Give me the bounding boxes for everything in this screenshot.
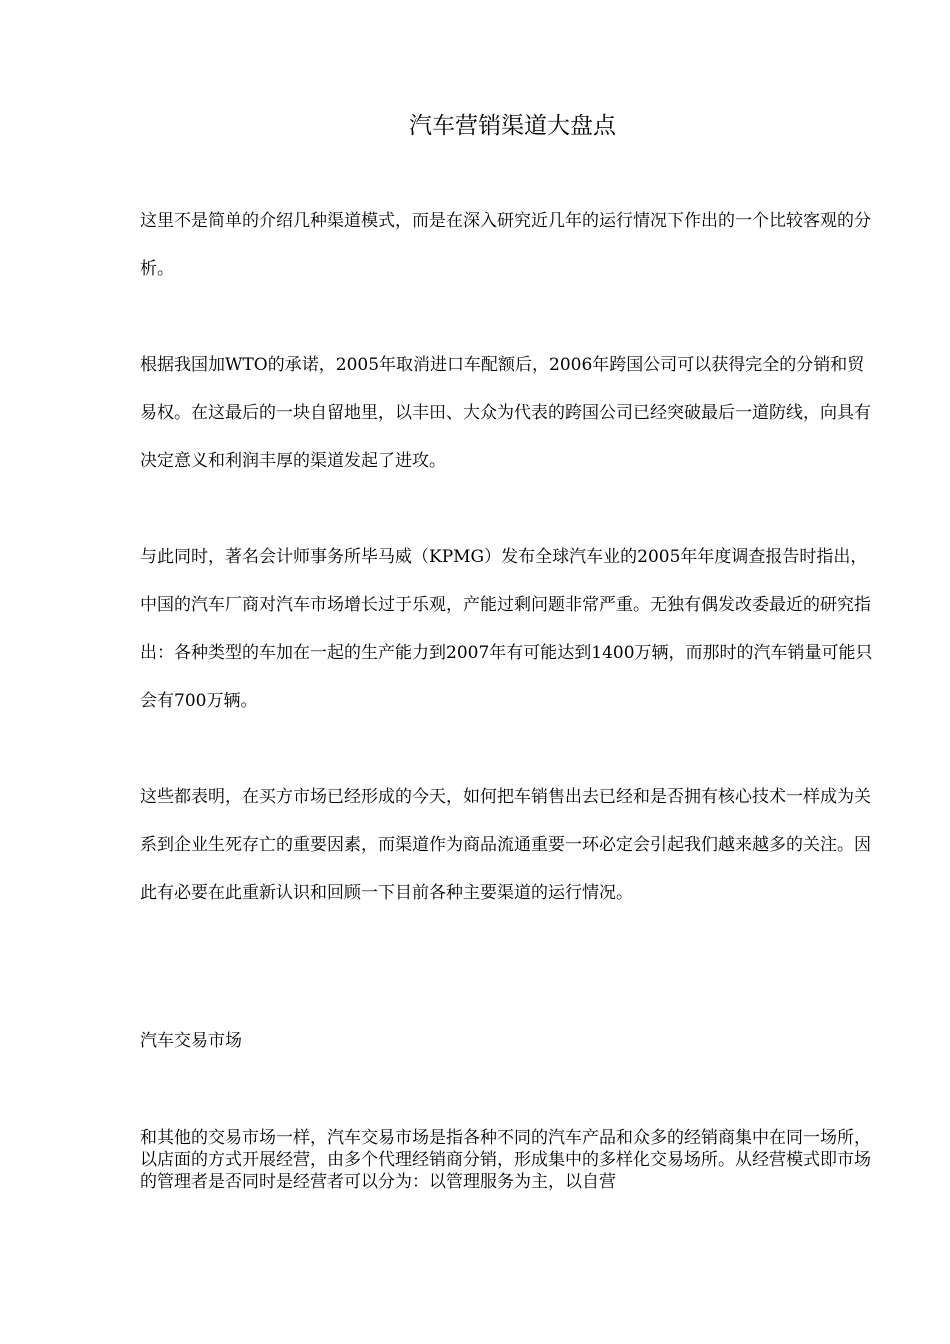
paragraph-buyers-market: 这些都表明，在买方市场已经形成的今天，如何把车销售出去已经和是否拥有核心技术一样成为关系到企业生死存亡的重要因素，而渠道作为商品流通重要一环必定会引起我们越来越多的关注。因此有必要在此重新认识和回顾一下目前各种主要渠道的运行情况。: [140, 787, 871, 903]
paragraph-wto: 根据我国加WTO的承诺，2005年取消进口车配额后，2006年跨国公司可以获得完全的分销和贸易权。在这最后的一块自留地里，以丰田、大众为代表的跨国公司已经突破最后一道防线，向具有决定意义和利润丰厚的渠道发起了进攻。: [140, 355, 871, 471]
paragraph-intro: 这里不是简单的介绍几种渠道模式，而是在深入研究近几年的运行情况下作出的一个比较客观的分析。: [140, 211, 871, 279]
section-heading: 汽车交易市场: [140, 1031, 242, 1051]
paragraph-trading-market: 和其他的交易市场一样，汽车交易市场是指各种不同的汽车产品和众多的经销商集中在同一场所，以店面的方式开展经营，由多个代理经销商分销，形成集中的多样化交易场所。从经营模式即市场的管理者是否同时是经营者可以分为：以管理服务为主，以自营: [140, 1128, 871, 1192]
paragraph-kpmg: 与此同时，著名会计师事务所毕马威（KPMG）发布全球汽车业的2005年年度调查报告时指出，中国的汽车厂商对汽车市场增长过于乐观，产能过剩问题非常严重。无独有偶发改委最近的研究指出：各种类型的车加在一起的生产能力到2007年有可能达到1400万辆，而那时的汽车销量可能只会有700万辆。: [140, 547, 873, 711]
document-title: 汽车营销渠道大盘点: [409, 113, 616, 139]
